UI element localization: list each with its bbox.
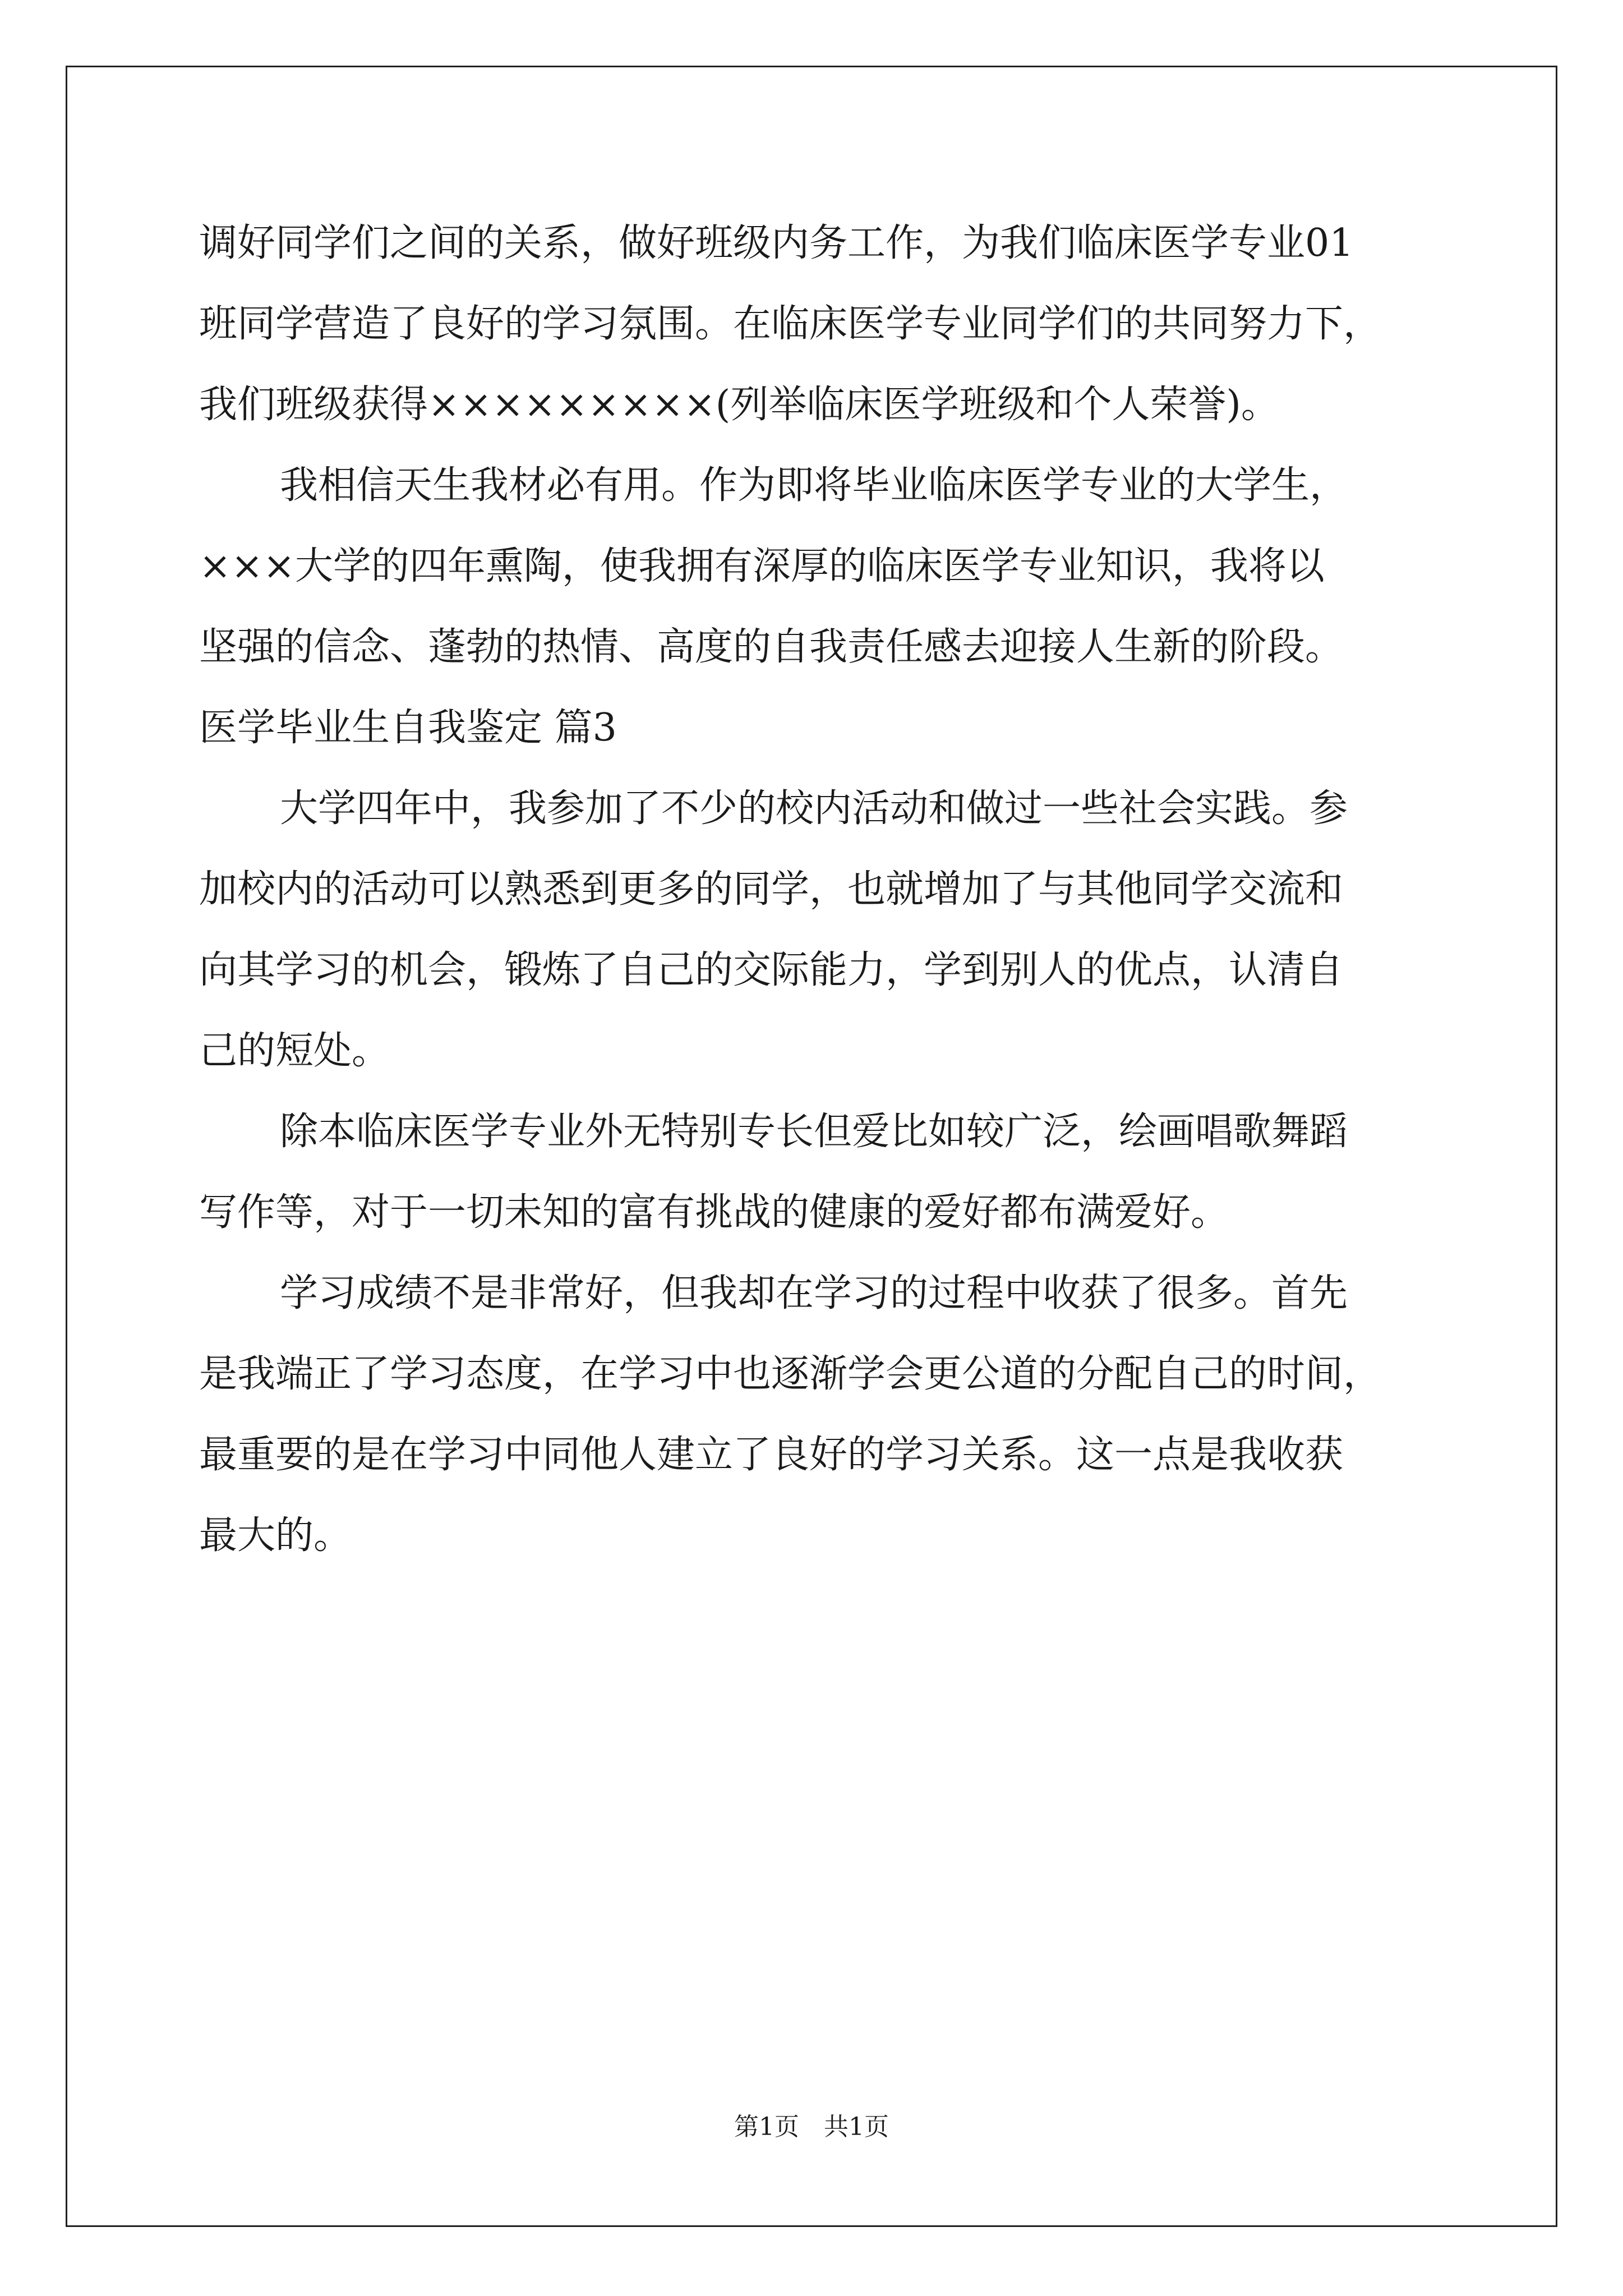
text-line: 我们班级获得×××××××××(列举临床医学班级和个人荣誉)。 [199,383,1279,427]
paragraph-start-line: 除本临床医学专业外无特别专长但爱比如较广泛，绘画唱歌舞蹈 [280,1110,1348,1154]
document-body [199,203,1433,1576]
paragraph-start-line: 大学四年中，我参加了不少的校内活动和做过一些社会实践。参 [280,786,1348,831]
text-line: 向其学习的机会，锻炼了自己的交际能力，学到别人的优点，认清自 [199,948,1344,992]
page-footer: 第1页 共1页 [734,2113,889,2141]
text-line: 班同学营造了良好的学习氛围。在临床医学专业同学们的共同努力下， [199,302,1382,346]
paragraph-start-line: 我相信天生我材必有用。作为即将毕业临床医学专业的大学生， [280,463,1348,508]
section-heading: 医学毕业生自我鉴定 篇3 [199,706,617,750]
text-line: 加校内的活动可以熟悉到更多的同学，也就增加了与其他同学交流和 [199,867,1344,912]
text-line: 是我端正了学习态度，在学习中也逐渐学会更公道的分配自己的时间， [199,1352,1382,1396]
text-line: 最大的。 [199,1513,352,1558]
text-line: 己的短处。 [199,1029,390,1073]
text-line: 调好同学们之间的关系，做好班级内务工作，为我们临床医学专业01 [199,221,1354,265]
text-line: 写作等，对于一切未知的富有挑战的健康的爱好都布满爱好。 [199,1190,1229,1235]
text-line: 坚强的信念、蓬勃的热情、高度的自我责任感去迎接人生新的阶段。 [199,625,1344,669]
text-line: ×××大学的四年熏陶，使我拥有深厚的临床医学专业知识，我将以 [199,544,1325,588]
text-line: 最重要的是在学习中同他人建立了良好的学习关系。这一点是我收获 [199,1433,1344,1477]
paragraph-start-line: 学习成绩不是非常好，但我却在学习的过程中收获了很多。首先 [280,1271,1348,1315]
